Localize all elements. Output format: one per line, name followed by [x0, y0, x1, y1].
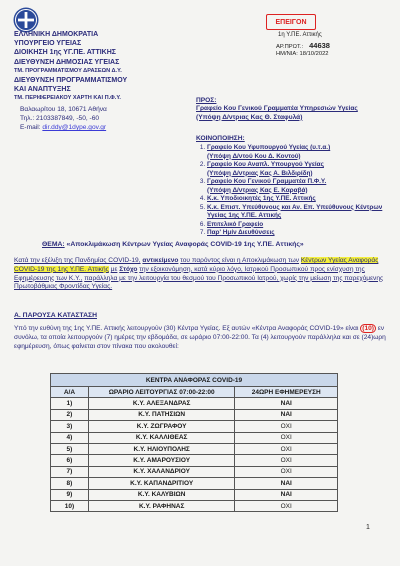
col-header: ΩΡΑΡΙΟ ΛΕΙΤΟΥΡΓΙΑΣ 07:00-22:00: [88, 387, 235, 398]
table-cell: 4): [51, 432, 89, 443]
to-line: Γραφείο Κου Γενικού Γραμματέα Υπηρεσιών Υγείας: [196, 105, 358, 113]
page-number: 1: [366, 524, 370, 531]
org-line: ΔΙΟΙΚΗΣΗ 1ης ΥΓ.ΠΕ. ΑΤΤΙΚΗΣ: [14, 49, 116, 57]
table-row: [51, 432, 338, 443]
intro-paragraph: Κατά την εξέλιξη της Πανδημίας COVID-19, αντικείμενο του παρόντος είναι η Αποκλιμάκωση των Κέντρων Υγείας Αναφοράς COVID-19 της 1ης Υ.ΠΕ. Αττικής με Στόχο την εξοικονόμηση, κατά κύριο λόγο, Ιατρικού Προσωπικού προς ενίσχυση της Εφημέρευσης των Κ.Υ., παράλληλα με την λειτουργία του θεσμού του Προσωπικού Ιατρού, χωρίς την μείωση της παρεχόμενης Πρωτοβάθμιας Φροντίδας Υγείας.: [14, 257, 384, 291]
status-paragraph: Υπό την ευθύνη της 1ης Υ.ΠΕ. Αττικής λειτουργούν (30) Κέντρα Υγείας. Εξ αυτών «Κέντρα Αναφοράς COVID-19» είναι (10) εν συνόλω, τα οποία λειτουργούν (7) ημέρες την εβδομάδα, σε ωράριο 07:00-22:00. Τα (4) λειτουργούν παράλληλα και σε (24)ωρη εφημέρευση, όπως φαίνεται στον πίνακα που ακολουθεί:: [14, 325, 386, 350]
table-cell: ΟΧΙ: [235, 443, 338, 454]
protocol-block: [276, 42, 330, 58]
table-row: [51, 478, 338, 489]
notify-label: ΚΟΙΝΟΠΟΙΗΣΗ:: [196, 135, 245, 142]
phone: Τηλ.: 2103387849, -50, -60: [20, 115, 100, 122]
address: Βαλαωρίτου 18, 10671 Αθήνα: [20, 106, 107, 113]
table-cell: ΝΑΙ: [235, 409, 338, 420]
health-centers-table: [50, 373, 338, 512]
table-cell: ΝΑΙ: [235, 478, 338, 489]
dept-line: ΚΑΙ ΑΝΑΠΤΥΞΗΣ: [14, 86, 71, 94]
list-item: 5. Κ.κ. Επιστ. Υπεύθυνους και Αν. Επ. Υπεύθυνους Κέντρων Υγείας 1ης Υ.ΠΕ. Αττικής: [207, 204, 396, 221]
recipient-block: [196, 97, 358, 122]
subject-text: «Αποκλιμάκωση Κέντρων Υγείας Αναφοράς COVID-19 1ης Υ.ΠΕ. Αττικής»: [66, 241, 304, 248]
dept-line: ΤΜ. ΠΡΟΓΡΑΜΜΑΤΙΣΜΟΥ ΔΡΑΣΕΩΝ Δ.Υ.: [14, 67, 122, 74]
subject-line: [42, 241, 382, 248]
table-cell: 7): [51, 466, 89, 477]
table-cell: Κ.Υ. ΑΛΕΞΑΝΔΡΑΣ: [88, 398, 235, 409]
issuer-block: [14, 30, 214, 104]
section-heading: Α. ΠΑΡΟΥΣΑ ΚΑΤΑΣΤΑΣΗ: [14, 312, 97, 319]
to-line: (Υπόψη Δ/ντριας Κας Θ. Σταφυλά): [196, 113, 303, 121]
table-cell: 9): [51, 489, 89, 500]
table-row: [51, 500, 338, 511]
table-cell: Κ.Υ. ΧΑΛΑΝΔΡΙΟΥ: [88, 466, 235, 477]
table-cell: Κ.Υ. ΑΜΑΡΟΥΣΙΟΥ: [88, 455, 235, 466]
table-row: [51, 443, 338, 454]
protocol-label: ΑΡ.ΠΡΩΤ.:: [276, 44, 304, 50]
table-row: [51, 421, 338, 432]
table-cell: 1): [51, 398, 89, 409]
org-line: ΕΛΛΗΝΙΚΗ ΔΗΜΟΚΡΑΤΙΑ: [14, 31, 99, 38]
table-cell: ΝΑΙ: [235, 489, 338, 500]
dept-line: ΤΜ. ΠΕΡΙΦΕΡΕΙΑΚΟΥ ΧΑΡΤΗ ΚΑΙ Π.Φ.Υ.: [14, 95, 121, 102]
table-row: [51, 398, 338, 409]
notify-list: [196, 144, 396, 238]
protocol-date: ΗΜ/ΝΙΑ: 18/10/2022: [276, 51, 329, 58]
table-row: [51, 409, 338, 420]
protocol-number: 44638: [309, 41, 330, 50]
list-item: 7. Παρ' Ημίν Διευθύνσεις: [207, 229, 396, 238]
list-item: 4. Κ.κ. Υποδιοικητές 1ης Υ.ΠΕ. Αττικής: [207, 195, 396, 204]
table-cell: ΟΧΙ: [235, 432, 338, 443]
table-cell: Κ.Υ. ΡΑΦΗΝΑΣ: [88, 500, 235, 511]
email-link[interactable]: dir.ddy@1dype.gov.gr: [42, 124, 107, 131]
col-header: 24ΩΡΗ ΕΦΗΜΕΡΕΥΣΗ: [235, 387, 338, 398]
stamp-copy: 1η Υ.ΠΕ. Αττικής: [278, 32, 322, 38]
table-cell: 8): [51, 478, 89, 489]
list-item: 3. Γραφείο Κου Γενικού Γραμματέα Π.Φ.Υ. (Υπόψη Δ/ντριας Κας Ε. Καραβά): [207, 178, 396, 195]
table-cell: 5): [51, 443, 89, 454]
list-item: 2. Γραφείο Κου Αναπλ. Υπουργού Υγείας (Υπόψη Δ/ντριας Κας Α. Βιλδιρίδη): [207, 161, 396, 178]
table-cell: ΟΧΙ: [235, 466, 338, 477]
email-label: E-mail:: [20, 124, 41, 131]
list-item: 1. Γραφείο Κου Υφυπουργού Υγείας (υ.τ.α.) (Υπόψη Δ/ντού Κου Δ. Κοντού): [207, 144, 396, 161]
table-cell: Κ.Υ. ΚΑΠΑΝΔΡΙΤΙΟΥ: [88, 478, 235, 489]
urgent-stamp: ΕΠΕΙΓΟΝ: [266, 14, 316, 30]
subject-label: ΘΕΜΑ:: [42, 241, 65, 248]
table-cell: 6): [51, 455, 89, 466]
table-cell: Κ.Υ. ΗΛΙΟΥΠΟΛΗΣ: [88, 443, 235, 454]
col-header: Α/Α: [51, 387, 89, 398]
org-line: ΔΙΕΥΘΥΝΣΗ ΔΗΜΟΣΙΑΣ ΥΓΕΙΑΣ: [14, 58, 120, 66]
list-item: 6. Επιτελικό Γραφείο: [207, 221, 396, 230]
table-row: [51, 455, 338, 466]
table-cell: Κ.Υ. ΠΑΤΗΣΙΩΝ: [88, 409, 235, 420]
table-cell: ΟΧΙ: [235, 500, 338, 511]
table-cell: 2): [51, 409, 89, 420]
to-label: ΠΡΟΣ:: [196, 97, 217, 104]
table-cell: ΝΑΙ: [235, 398, 338, 409]
table-cell: ΟΧΙ: [235, 421, 338, 432]
email-line: [20, 123, 220, 132]
org-line: ΥΠΟΥΡΓΕΙΟ ΥΓΕΙΑΣ: [14, 40, 82, 48]
table-cell: Κ.Υ. ΚΑΛΥΒΙΩΝ: [88, 489, 235, 500]
dept-line: ΔΙΕΥΘΥΝΣΗ ΠΡΟΓΡΑΜΜΑΤΙΣΜΟΥ: [14, 77, 128, 85]
table-caption: ΚΕΝΤΡΑ ΑΝΑΦΟΡΑΣ COVID-19: [51, 374, 338, 387]
table-cell: ΟΧΙ: [235, 455, 338, 466]
table-cell: Κ.Υ. ΚΑΛΛΙΘΕΑΣ: [88, 432, 235, 443]
table-row: [51, 466, 338, 477]
table-cell: 10): [51, 500, 89, 511]
table-row: [51, 489, 338, 500]
contact-block: [20, 105, 220, 132]
table-cell: 3): [51, 421, 89, 432]
table-cell: Κ.Υ. ΖΩΓΡΑΦΟΥ: [88, 421, 235, 432]
